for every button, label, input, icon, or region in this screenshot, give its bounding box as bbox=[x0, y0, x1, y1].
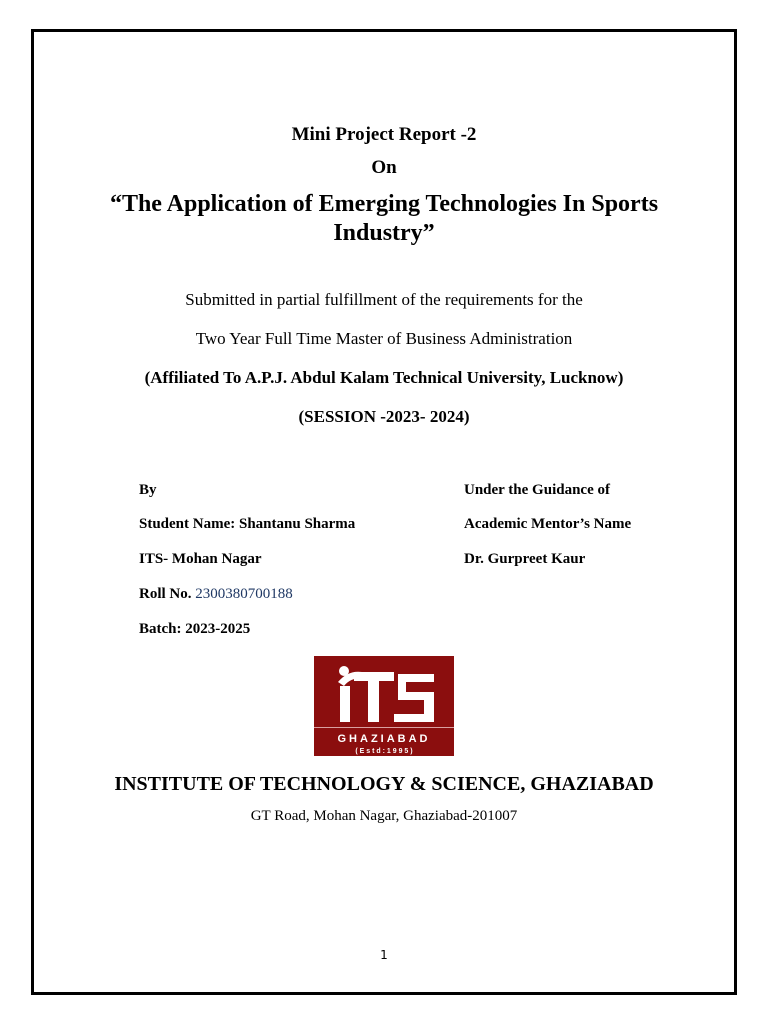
student-campus: ITS- Mohan Nagar bbox=[139, 551, 262, 567]
institute-name: INSTITUTE OF TECHNOLOGY & SCIENCE, GHAZIABAD bbox=[114, 773, 654, 795]
by-label: By bbox=[139, 482, 157, 498]
page-number: 1 bbox=[380, 948, 388, 962]
mentor-name: Dr. Gurpreet Kaur bbox=[464, 551, 586, 567]
roll-label: Roll No. bbox=[139, 586, 192, 602]
batch: Batch: 2023-2025 bbox=[139, 621, 251, 637]
project-title: “The Application of Emerging Technologies In Sports Industry” bbox=[109, 191, 659, 246]
roll-number-line bbox=[139, 586, 293, 603]
program-name: Two Year Full Time Master of Business Administration bbox=[195, 329, 573, 348]
submitted-statement: Submitted in partial fulfillment of the requirements for the bbox=[185, 290, 583, 309]
report-on: On bbox=[371, 157, 397, 178]
student-name: Student Name: Shantanu Sharma bbox=[139, 516, 356, 532]
affiliation: (Affiliated To A.P.J. Abdul Kalam Technical University, Lucknow) bbox=[144, 368, 624, 387]
mentor-label: Academic Mentor’s Name bbox=[464, 516, 632, 532]
its-logo bbox=[314, 656, 454, 756]
session: (SESSION -2023- 2024) bbox=[298, 407, 470, 426]
guidance-label: Under the Guidance of bbox=[464, 482, 610, 498]
roll-number: 2300380700188 bbox=[195, 586, 293, 602]
logo-established: ( E s t d : 1 9 9 5 ) bbox=[355, 748, 413, 755]
logo-city: GHAZIABAD bbox=[337, 733, 431, 745]
institute-address: GT Road, Mohan Nagar, Ghaziabad-201007 bbox=[250, 808, 518, 824]
report-title: Mini Project Report -2 bbox=[291, 124, 477, 145]
